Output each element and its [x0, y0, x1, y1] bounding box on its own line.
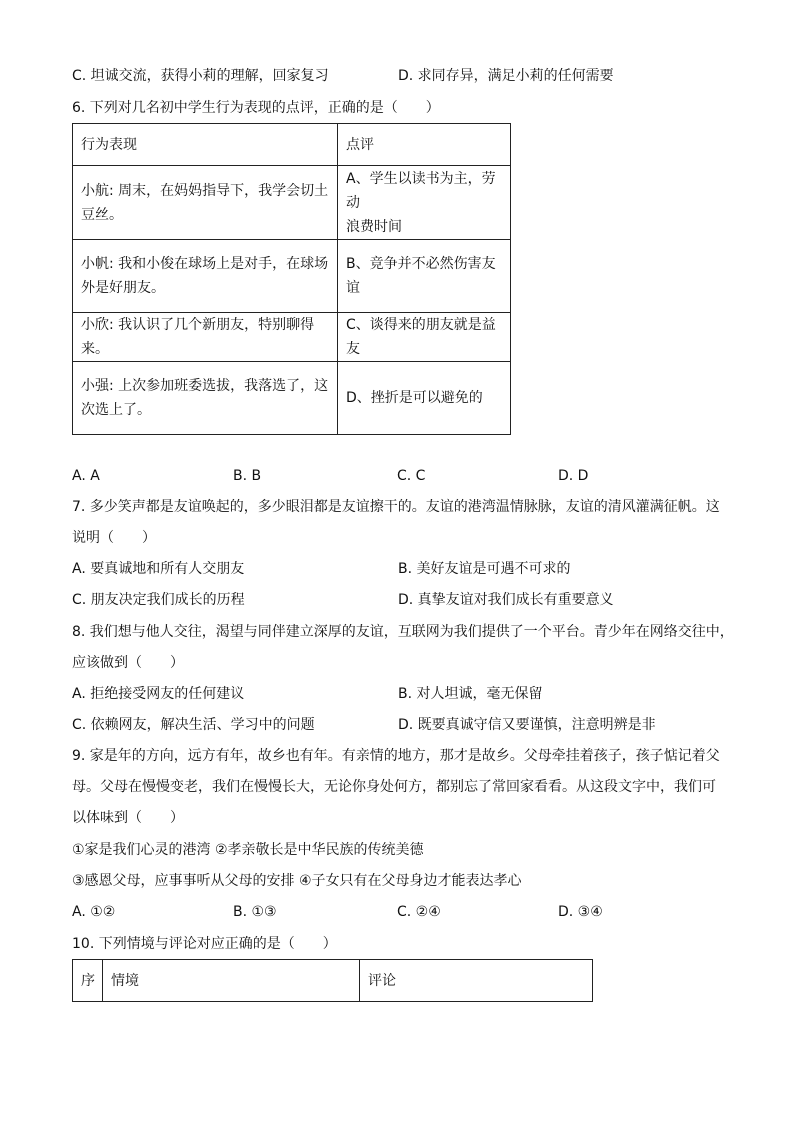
table-header-row	[73, 960, 593, 1002]
comment-cell: D、挫折是可以避免的	[338, 362, 511, 435]
table-row	[73, 313, 511, 362]
q8-option-a: A. 拒绝接受网友的任何建议	[72, 686, 245, 702]
behavior-cell: 小航: 周末，在妈妈指导下，我学会切土 豆丝。	[73, 166, 338, 240]
table-header-row	[73, 124, 511, 166]
q6-option-d: D. D	[558, 468, 589, 484]
q9-option-a: A. ①②	[72, 904, 116, 920]
q7-option-b: B. 美好友谊是可遇不可求的	[398, 561, 571, 577]
table-row	[73, 240, 511, 313]
q5-option-d: D. 求同存异，满足小莉的任何需要	[398, 68, 614, 84]
q8-option-b: B. 对人坦诚，毫无保留	[398, 686, 543, 702]
q9-option-d: D. ③④	[558, 904, 603, 920]
table-header-comment: 评论	[360, 960, 593, 1002]
q8-option-d: D. 既要真诚守信又要谨慎，注意明辨是非	[398, 717, 656, 733]
q9-stem-line-1: 9. 家是年的方向，远方有年，故乡也有年。有亲情的地方，那才是故乡。父母牵挂着孩子，孩子惦记着父	[72, 748, 720, 764]
table-header-comment: 点评	[338, 124, 511, 166]
table-row	[73, 362, 511, 435]
q8-stem-line-2: 应该做到（ ）	[72, 655, 184, 671]
q7-option-c: C. 朋友决定我们成长的历程	[72, 592, 245, 608]
q8-stem-line-1: 8. 我们想与他人交往，渴望与同伴建立深厚的友谊，互联网为我们提供了一个平台。青少年在网络交往中，	[72, 624, 734, 640]
behavior-cell: 小强: 上次参加班委选拔，我落选了，这 次选上了。	[73, 362, 338, 435]
q9-statement-line-2: ③感恩父母，应事事听从父母的安排 ④子女只有在父母身边才能表达孝心	[72, 873, 522, 889]
q9-statement-line-1: ①家是我们心灵的港湾 ②孝亲敬长是中华民族的传统美德	[72, 842, 424, 858]
q9-option-c: C. ②④	[397, 904, 441, 920]
q10-table	[72, 959, 593, 1002]
q6-table	[72, 123, 511, 435]
table-header-scenario: 情境	[103, 960, 360, 1002]
q6-option-c: C. C	[397, 468, 426, 484]
q7-option-d: D. 真挚友谊对我们成长有重要意义	[398, 592, 614, 608]
q7-option-a: A. 要真诚地和所有人交朋友	[72, 561, 245, 577]
q9-option-b: B. ①③	[233, 904, 277, 920]
q6-stem: 6. 下列对几名初中学生行为表现的点评，正确的是（ ）	[72, 100, 440, 116]
comment-cell: A、学生以读书为主，劳动 浪费时间	[338, 166, 511, 240]
q9-stem-line-3: 以体味到（ ）	[72, 810, 184, 826]
q9-stem-line-2: 母。父母在慢慢变老，我们在慢慢长大，无论你身处何方，都别忘了常回家看看。从这段文字中，我们可	[72, 779, 716, 795]
comment-cell: C、谈得来的朋友就是益友	[338, 313, 511, 362]
q7-stem-line-2: 说明（ ）	[72, 530, 156, 546]
comment-cell: B、竞争并不必然伤害友谊	[338, 240, 511, 313]
q5-option-c: C. 坦诚交流，获得小莉的理解，回家复习	[72, 68, 329, 84]
q6-option-b: B. B	[233, 468, 262, 484]
q7-stem-line-1: 7. 多少笑声都是友谊唤起的，多少眼泪都是友谊擦干的。友谊的港湾温情脉脉，友谊的清风灌满征帆。这	[72, 499, 720, 515]
table-header-index: 序	[73, 960, 103, 1002]
table-row	[73, 166, 511, 240]
behavior-cell: 小欣: 我认识了几个新朋友，特别聊得来。	[73, 313, 338, 362]
q8-option-c: C. 依赖网友，解决生活、学习中的问题	[72, 717, 315, 733]
table-header-behavior: 行为表现	[73, 124, 338, 166]
behavior-cell: 小帆: 我和小俊在球场上是对手，在球场 外是好朋友。	[73, 240, 338, 313]
q10-stem: 10. 下列情境与评论对应正确的是（ ）	[72, 936, 337, 952]
q6-option-a: A. A	[72, 468, 100, 484]
